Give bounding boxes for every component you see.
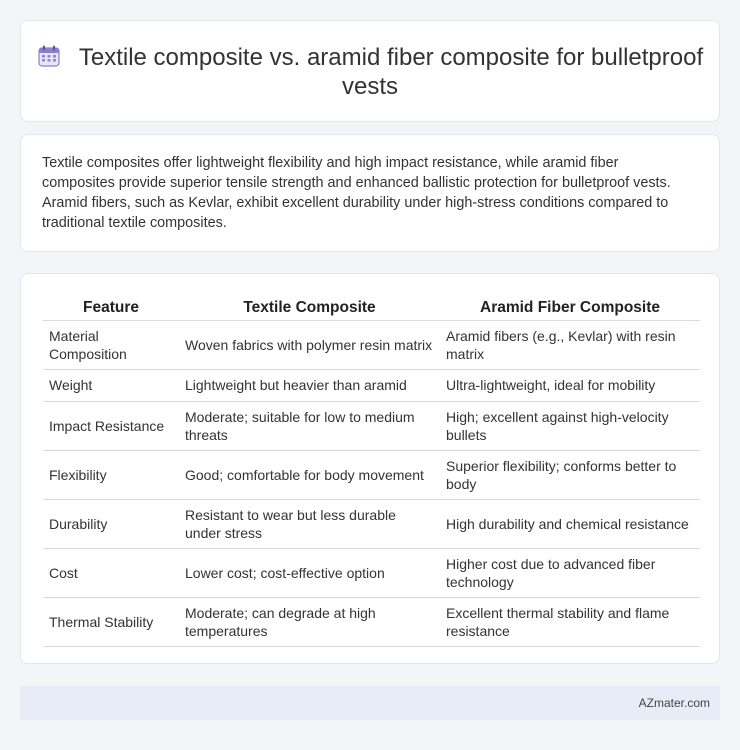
- cell-aramid: Higher cost due to advanced fiber technology: [440, 548, 700, 597]
- title-card: [20, 20, 720, 122]
- cell-aramid: Excellent thermal stability and flame resistance: [440, 597, 700, 646]
- footer-brand[interactable]: AZmater.com: [638, 696, 710, 710]
- cell-textile: Resistant to wear but less durable under stress: [179, 499, 440, 548]
- summary-card: [20, 134, 720, 252]
- cell-aramid: Superior flexibility; conforms better to body: [440, 450, 700, 499]
- table-row: [43, 548, 700, 597]
- cell-feature: Impact Resistance: [43, 401, 179, 450]
- summary-text: Textile composites offer lightweight flexibility and high impact resistance, while aramid fiber composites provide superior tensile strength and enhanced ballistic protection for bulletproof vests. Aramid fibers, such as Kevlar, exhibit excellent durability under high-stress conditions compared to traditional textile composites.: [42, 155, 671, 231]
- table-row: [43, 320, 700, 369]
- footer-bar: [20, 686, 720, 720]
- header-textile: Textile Composite: [179, 293, 440, 320]
- table-row: [43, 597, 700, 646]
- header-feature: Feature: [43, 293, 179, 320]
- cell-aramid: Aramid fibers (e.g., Kevlar) with resin matrix: [440, 320, 700, 369]
- table-row: [43, 369, 700, 401]
- cell-textile: Moderate; suitable for low to medium threats: [179, 401, 440, 450]
- cell-textile: Lower cost; cost-effective option: [179, 548, 440, 597]
- table-row: [43, 499, 700, 548]
- cell-textile: Lightweight but heavier than aramid: [179, 369, 440, 401]
- header-aramid: Aramid Fiber Composite: [440, 293, 700, 320]
- cell-textile: Woven fabrics with polymer resin matrix: [179, 320, 440, 369]
- cell-aramid: Ultra-lightweight, ideal for mobility: [440, 369, 700, 401]
- comparison-table: [43, 293, 700, 647]
- table-row: [43, 401, 700, 450]
- cell-aramid: High durability and chemical resistance: [440, 499, 700, 548]
- cell-textile: Moderate; can degrade at high temperatures: [179, 597, 440, 646]
- comparison-table-card: [20, 273, 720, 664]
- cell-feature: Durability: [43, 499, 179, 548]
- cell-feature: Thermal Stability: [43, 597, 179, 646]
- table-row: [43, 450, 700, 499]
- table-header-row: [43, 293, 700, 320]
- cell-textile: Good; comfortable for body movement: [179, 450, 440, 499]
- cell-feature: Material Composition: [43, 320, 179, 369]
- calendar-icon: [37, 44, 61, 68]
- cell-aramid: High; excellent against high-velocity bullets: [440, 401, 700, 450]
- page-title-wrap: [21, 43, 719, 101]
- cell-feature: Cost: [43, 548, 179, 597]
- cell-feature: Weight: [43, 369, 179, 401]
- page-title: Textile composite vs. aramid fiber composite for bulletproof vests: [78, 44, 704, 100]
- cell-feature: Flexibility: [43, 450, 179, 499]
